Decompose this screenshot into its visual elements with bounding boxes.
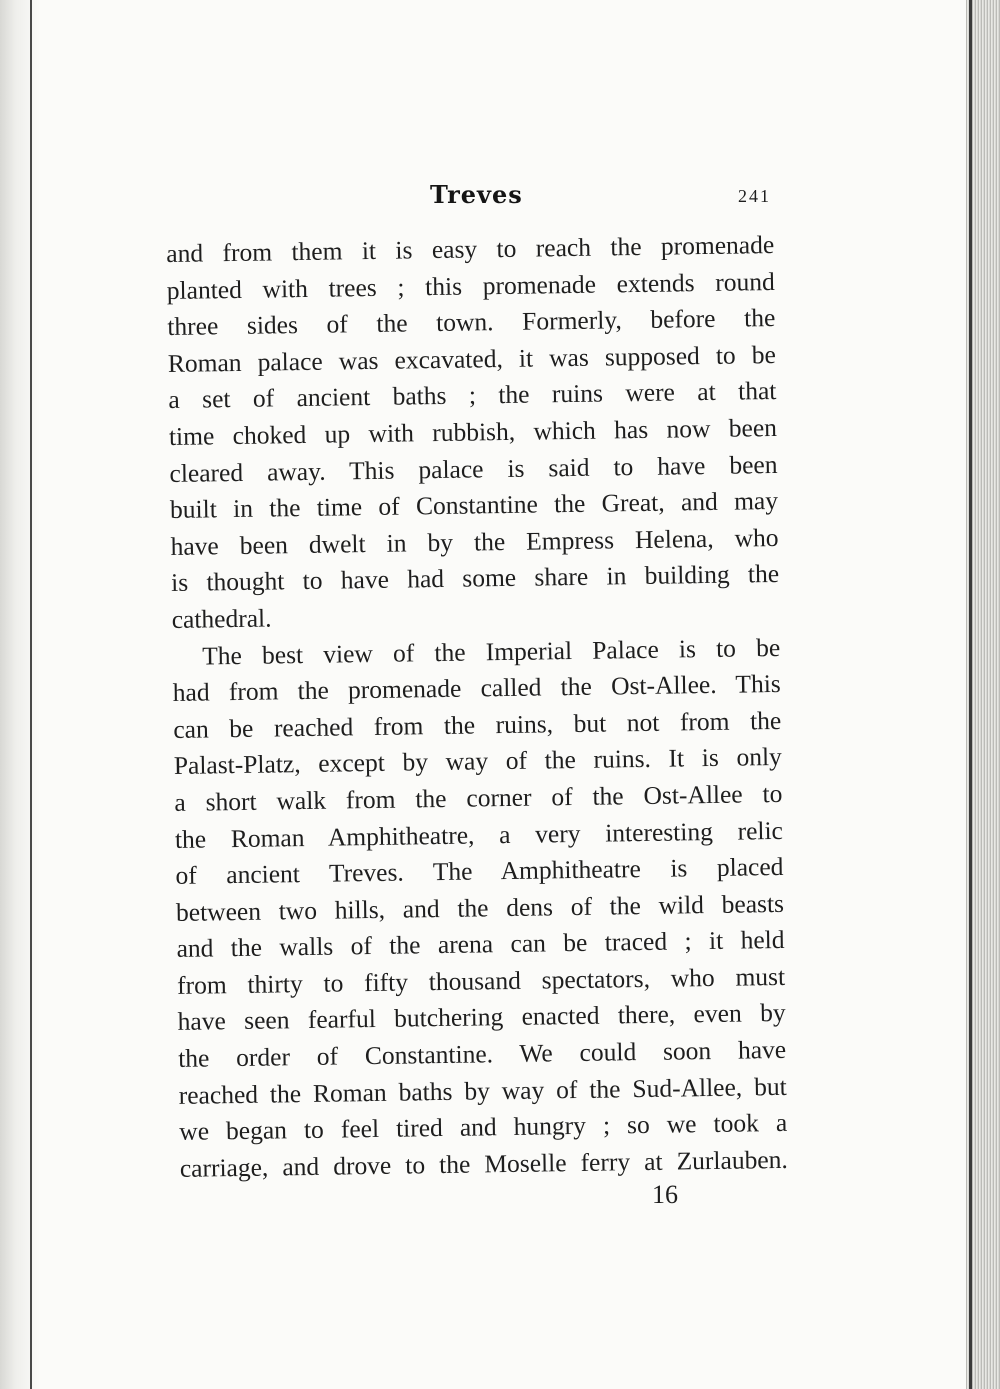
text-line: built in the time of Constantine the Great, and may [169, 486, 779, 525]
paragraph-2 [172, 629, 788, 1187]
text-line: have been dwelt in by the Empress Helena, who [170, 522, 779, 561]
text-line: reached the Roman baths by way of the Sud-Allee, but [178, 1071, 787, 1110]
page-number: 241 [738, 186, 771, 206]
text-line: between two hills, and the dens of the wild beasts [175, 888, 785, 927]
signature-mark: 16 [652, 1180, 678, 1209]
text-line: from thirty to fifty thousand spectators, who must [176, 961, 786, 1000]
text-line: can be reached from the ruins, but not from the [173, 705, 782, 744]
text-line: the Roman Amphitheatre, a very interesting relic [174, 815, 784, 854]
body-text [166, 227, 788, 1187]
text-line: cleared away. This palace is said to have been [169, 449, 778, 488]
text-line: have seen fearful butchering enacted there, even by [177, 998, 786, 1037]
text-line: planted with trees ; this promenade extends round [166, 266, 775, 305]
text-line: time choked up with rubbish, which has now been [168, 412, 778, 451]
text-line: and the walls of the arena can be traced ; it held [176, 925, 785, 964]
text-line: three sides of the town. Formerly, before the [167, 303, 776, 342]
text-line: had from the promenade called the Ost-Allee. This [172, 669, 781, 708]
text-line: Palast-Platz, except by way of the ruins. It is only [173, 742, 783, 781]
text-line: a set of ancient baths ; the ruins were at that [168, 376, 777, 415]
running-title: Treves [430, 180, 523, 209]
text-line: The best view of the Imperial Palace is to be [202, 632, 781, 671]
text-line: we began to feel tired and hungry ; so we took a [179, 1108, 788, 1147]
running-head [0, 180, 1000, 220]
paragraph-1 [166, 227, 780, 639]
text-line: Roman palace was excavated, it was supposed to be [167, 339, 777, 378]
text-line: and from them it is easy to reach the promenade [166, 229, 775, 268]
text-line: is thought to have had some share in building the [170, 559, 780, 598]
text-line: a short walk from the corner of the Ost-Allee to [174, 778, 783, 817]
text-line: the order of Constantine. We could soon have [177, 1034, 787, 1073]
text-line: carriage, and drove to the Moselle ferry at Zurlauben. [179, 1144, 788, 1183]
text-line: of ancient Treves. The Amphitheatre is placed [175, 852, 784, 891]
text-line: cathedral. [171, 603, 272, 634]
